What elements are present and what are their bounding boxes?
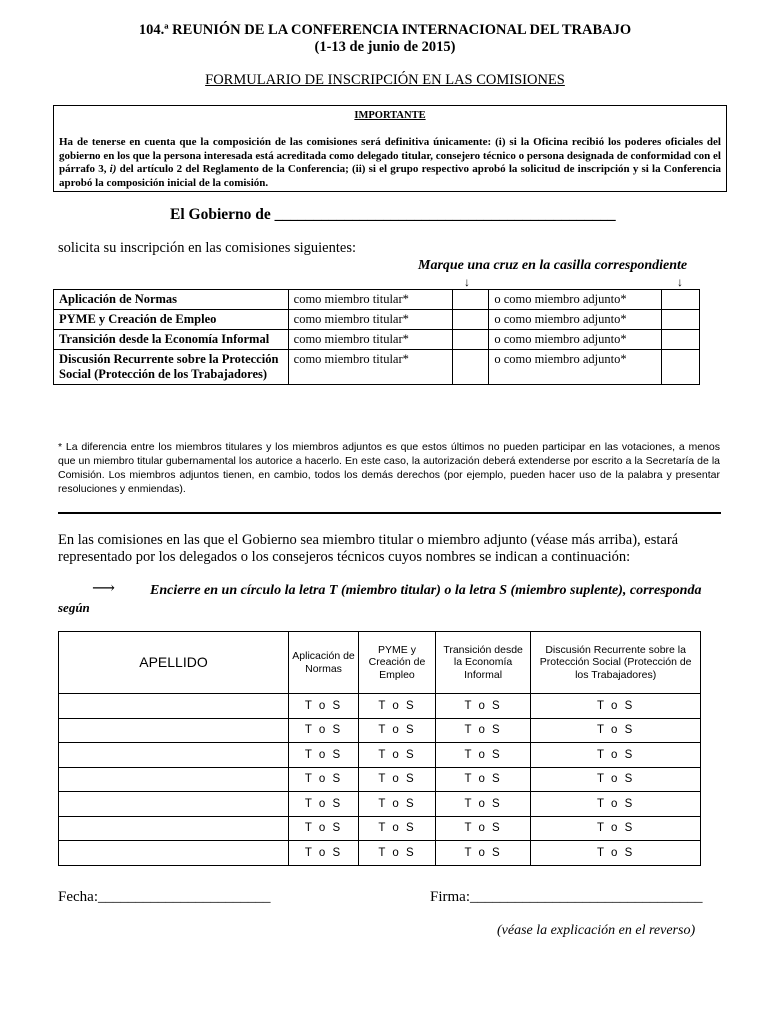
conference-dates: (1-13 de junio de 2015) (314, 39, 456, 55)
titular-checkbox[interactable] (453, 350, 489, 385)
titular-checkbox[interactable] (453, 310, 489, 330)
names-table (58, 631, 701, 866)
header-transicion: Transición desde la Economía Informal (435, 632, 530, 694)
member-choice-cell[interactable]: T o S (359, 743, 436, 768)
surname-cell[interactable] (59, 718, 289, 743)
adjunto-checkbox[interactable] (662, 290, 700, 310)
member-choice-cell[interactable]: T o S (359, 718, 436, 743)
committee-row (54, 350, 700, 385)
names-row (59, 743, 701, 768)
titular-label: como miembro titular* (288, 330, 453, 350)
header-apellido: APELLIDO (59, 632, 289, 694)
segun-label: según (58, 600, 90, 615)
titular-label: como miembro titular* (288, 290, 453, 310)
request-text: solicita su inscripción en las comisiones siguientes: (58, 240, 357, 256)
member-choice-cell[interactable]: T o S (289, 841, 359, 866)
adjunto-label: o como miembro adjunto* (489, 310, 662, 330)
adjunto-checkbox[interactable] (662, 350, 700, 385)
member-choice-cell[interactable]: T o S (435, 792, 530, 817)
form-title: FORMULARIO DE INSCRIPCIÓN EN LAS COMISIONES (205, 72, 565, 88)
committee-name: Discusión Recurrente sobre la Protección Social (Protección de los Trabajadores) (54, 350, 289, 385)
member-choice-cell[interactable]: T o S (359, 694, 436, 719)
surname-cell[interactable] (59, 792, 289, 817)
member-choice-cell[interactable]: T o S (289, 718, 359, 743)
arrow-down-icon: ↓ (464, 275, 470, 289)
signature-field[interactable]: Firma:_______________________________ (430, 889, 703, 905)
important-text: Ha de tenerse en cuenta que la composición de las comisiones será definitiva únicamente: (i) si la Oficina recibió los poderes oficiales del gobierno en los que la persona interesada está acreditada como delegado titular, consejero técnico o persona designada de conformidad con el párrafo 3, i) del artículo 2 del Reglamento de la Conferencia; (ii) si el grupo respectivo aprobó la solicitud de inscripción y si la Conferencia aprobó la composición inicial de la comisión. (59, 136, 721, 189)
names-row (59, 841, 701, 866)
mark-instruction: Marque una cruz en la casilla correspondiente (418, 258, 688, 273)
names-row (59, 792, 701, 817)
adjunto-checkbox[interactable] (662, 330, 700, 350)
member-choice-cell[interactable]: T o S (531, 841, 701, 866)
member-choice-cell[interactable]: T o S (359, 816, 436, 841)
surname-cell[interactable] (59, 841, 289, 866)
committees-table (53, 289, 700, 385)
member-choice-cell[interactable]: T o S (435, 694, 530, 719)
titular-checkbox[interactable] (453, 290, 489, 310)
arrow-right-icon: ⟶ (92, 580, 115, 597)
member-choice-cell[interactable]: T o S (531, 792, 701, 817)
committee-name: Aplicación de Normas (54, 290, 289, 310)
adjunto-label: o como miembro adjunto* (489, 350, 662, 385)
member-choice-cell[interactable]: T o S (359, 841, 436, 866)
circle-instruction: Encierre en un círculo la letra T (miembro titular) o la letra S (miembro suplente), corresponda (150, 583, 702, 598)
committee-name: Transición desde la Economía Informal (54, 330, 289, 350)
names-row (59, 718, 701, 743)
adjunto-checkbox[interactable] (662, 310, 700, 330)
member-choice-cell[interactable]: T o S (289, 743, 359, 768)
names-row (59, 694, 701, 719)
member-choice-cell[interactable]: T o S (531, 767, 701, 792)
committee-row (54, 330, 700, 350)
names-row (59, 816, 701, 841)
names-header-row (59, 632, 701, 694)
representation-text: En las comisiones en las que el Gobierno sea miembro titular o miembro adjunto (véase más arriba), estará representado por los delegados o los consejeros técnicos cuyos nombres se indican a continuación: (58, 532, 679, 565)
adjunto-label: o como miembro adjunto* (489, 290, 662, 310)
conference-title: 104.ª REUNIÓN DE LA CONFERENCIA INTERNACIONAL DEL TRABAJO (138, 22, 632, 38)
date-field[interactable]: Fecha:_______________________ (58, 889, 271, 905)
member-choice-cell[interactable]: T o S (359, 767, 436, 792)
header-pyme: PYME y Creación de Empleo (359, 632, 436, 694)
member-choice-cell[interactable]: T o S (435, 841, 530, 866)
adjunto-label: o como miembro adjunto* (489, 330, 662, 350)
important-title: IMPORTANTE (354, 110, 426, 121)
member-choice-cell[interactable]: T o S (359, 792, 436, 817)
reverse-note: (véase la explicación en el reverso) (497, 923, 696, 938)
arrow-down-icon: ↓ (677, 275, 683, 289)
divider (58, 512, 721, 514)
member-choice-cell[interactable]: T o S (435, 767, 530, 792)
member-choice-cell[interactable]: T o S (531, 694, 701, 719)
footnote: * La diferencia entre los miembros titulares y los miembros adjuntos es que estos últimos no pueden participar en las votaciones, a menos que un miembro titular gubernamental los autorice a hacerlo. En este caso, la autorización deberá extenderse por escrito a la Secretaría de la Comisión. Los miembros adjuntos tienen, en cambio, todos los demás derechos (por ejemplo, pueden hacer uso de la palabra y presentar resoluciones y enmiendas). (58, 441, 720, 495)
committee-row (54, 310, 700, 330)
surname-cell[interactable] (59, 767, 289, 792)
titular-checkbox[interactable] (453, 330, 489, 350)
member-choice-cell[interactable]: T o S (531, 816, 701, 841)
important-notice-box (53, 105, 727, 192)
surname-cell[interactable] (59, 816, 289, 841)
committee-name: PYME y Creación de Empleo (54, 310, 289, 330)
member-choice-cell[interactable]: T o S (531, 743, 701, 768)
member-choice-cell[interactable]: T o S (531, 718, 701, 743)
titular-label: como miembro titular* (288, 350, 453, 385)
surname-cell[interactable] (59, 694, 289, 719)
member-choice-cell[interactable]: T o S (435, 718, 530, 743)
surname-cell[interactable] (59, 743, 289, 768)
member-choice-cell[interactable]: T o S (289, 767, 359, 792)
header-discusion: Discusión Recurrente sobre la Protección Social (Protección de los Trabajadores) (531, 632, 701, 694)
names-row (59, 767, 701, 792)
titular-label: como miembro titular* (288, 310, 453, 330)
committee-row (54, 290, 700, 310)
member-choice-cell[interactable]: T o S (289, 694, 359, 719)
member-choice-cell[interactable]: T o S (435, 743, 530, 768)
member-choice-cell[interactable]: T o S (435, 816, 530, 841)
header-aplicacion: Aplicación de Normas (289, 632, 359, 694)
member-choice-cell[interactable]: T o S (289, 792, 359, 817)
government-line[interactable]: El Gobierno de ____________________________________________ (170, 206, 616, 223)
member-choice-cell[interactable]: T o S (289, 816, 359, 841)
